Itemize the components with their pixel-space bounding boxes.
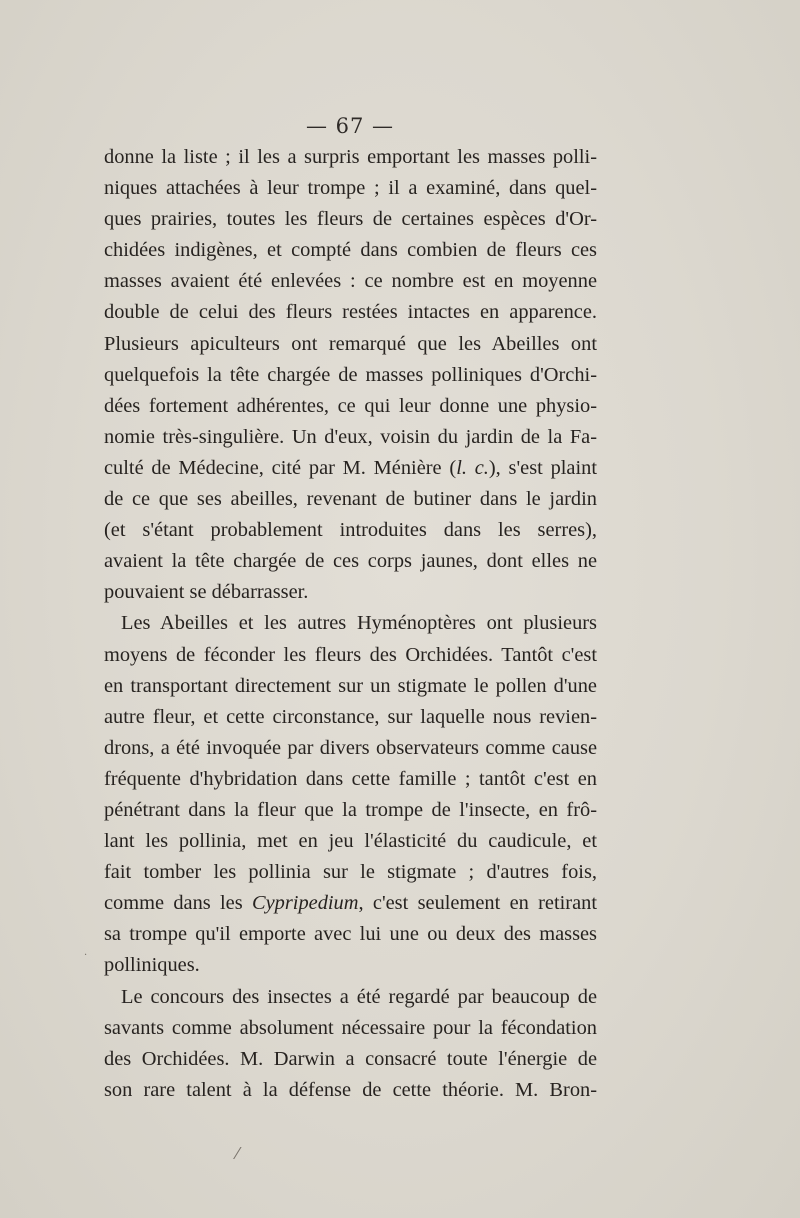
text-segment: , c'est seulement en retirant (358, 892, 597, 915)
text-line: masses avaient été enlevées : ce nombre est en moyenne (104, 270, 597, 293)
text-line: fréquente d'hybridation dans cette famille ; tantôt c'est en (104, 767, 597, 790)
text-segment: comme dans les (104, 892, 252, 915)
text-line: de ce que ses abeilles, revenant de butiner dans le jardin (104, 488, 597, 511)
text-line (104, 888, 597, 919)
text-line: avaient la tête chargée de ces corps jaunes, dont elles ne (104, 550, 597, 573)
text-line: double de celui des fleurs restées intactes en apparence. (104, 301, 597, 324)
text-line: pouvaient se débarrasser. (104, 581, 309, 604)
text-line: quelquefois la tête chargée de masses polliniques d'Orchi- (104, 363, 597, 386)
text-line: des Orchidées. M. Darwin a consacré toute l'énergie de (104, 1047, 597, 1070)
text-segment: culté de Médecine, cité par M. Ménière ( (104, 456, 457, 479)
text-line: polliniques. (104, 954, 200, 977)
text-line: ques prairies, toutes les fleurs de certaines espèces d'Or- (104, 208, 597, 231)
text-line: donne la liste ; il les a surpris emportant les masses polli- (104, 146, 597, 168)
text-line: drons, a été invoquée par divers observateurs comme cause (104, 736, 597, 759)
text-line: en transportant directement sur un stigmate le pollen d'une (104, 674, 597, 697)
italic-text: Cypripedium (252, 892, 359, 915)
text-line: Le concours des insectes a été regardé par beaucoup de (121, 985, 597, 1008)
text-line: sa trompe qu'il emporte avec lui une ou deux des masses (104, 923, 597, 946)
text-line: autre fleur, et cette circonstance, sur laquelle nous revien- (104, 705, 597, 728)
stray-pencil-mark: ⁄ (236, 1144, 239, 1163)
text-line: chidées indigènes, et compté dans combien de fleurs ces (104, 239, 597, 262)
text-line (104, 453, 597, 484)
text-line: son rare talent à la défense de cette théorie. M. Bron- (104, 1078, 597, 1101)
text-line: Les Abeilles et les autres Hyménoptères ont plusieurs (121, 612, 597, 635)
page-number: — 67 — (305, 114, 395, 138)
text-line: moyens de féconder les fleurs des Orchidées. Tantôt c'est (104, 643, 597, 666)
text-line: Plusieurs apiculteurs ont remarqué que les Abeilles ont (104, 332, 597, 355)
body-text (104, 142, 597, 1106)
text-line: savants comme absolument nécessaire pour la fécondation (104, 1016, 597, 1039)
text-line: (et s'étant probablement introduites dans les serres), (104, 519, 597, 542)
text-line: pénétrant dans la fleur que la trompe de l'insecte, en frô- (104, 798, 597, 821)
text-line: dées fortement adhérentes, ce qui leur donne une physio- (104, 394, 597, 417)
text-segment: ), s'est plaint (488, 456, 598, 479)
italic-text: l. c. (456, 456, 489, 479)
text-line: lant les pollinia, met en jeu l'élasticité du caudicule, et (104, 830, 597, 853)
stray-dot-mark: · (84, 950, 88, 961)
text-line: fait tomber les pollinia sur le stigmate ; d'autres fois, (104, 861, 597, 884)
text-line: niques attachées à leur trompe ; il a examiné, dans quel- (104, 177, 597, 200)
text-line: nomie très-singulière. Un d'eux, voisin du jardin de la Fa- (104, 425, 597, 448)
